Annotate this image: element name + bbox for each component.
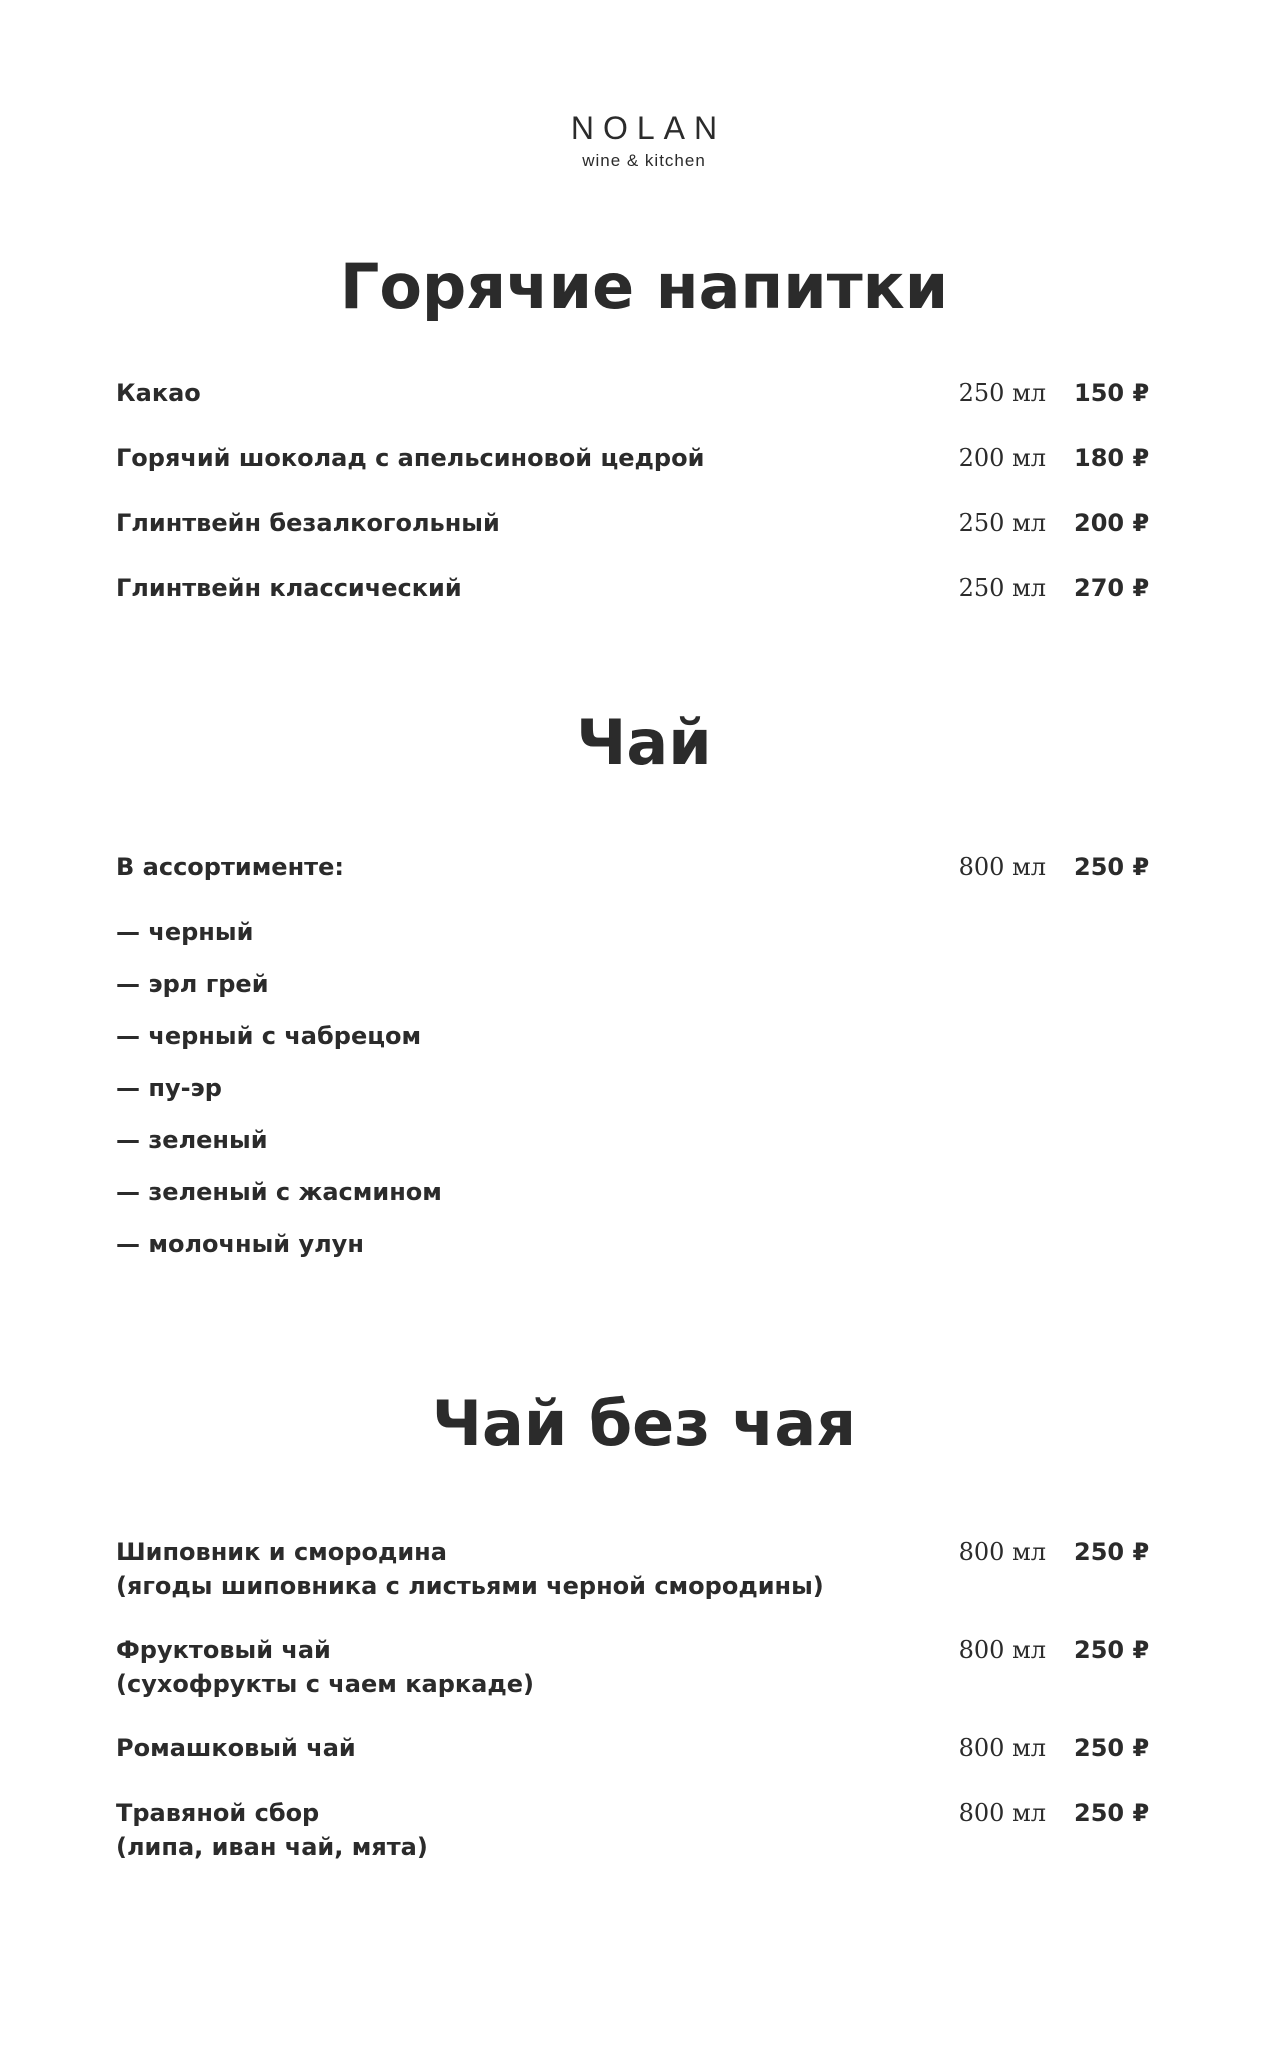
menu-item-name: Ромашковый чай (116, 1734, 356, 1762)
menu-item-name: Фруктовый чай (116, 1636, 331, 1664)
menu-item (116, 850, 1166, 884)
section-title-tea: Чай (576, 706, 712, 779)
menu-item-volume: 800 мл (958, 1538, 1046, 1566)
menu-item-name: Горячий шоколад с апельсиновой цедрой (116, 444, 705, 472)
menu-item-volume: 250 мл (958, 379, 1046, 407)
list-item: — молочный улун (116, 1230, 364, 1258)
menu-item-price: 180 ₽ (1074, 444, 1150, 472)
brand-subtitle: wine & kitchen (582, 151, 706, 170)
menu-item (116, 1535, 1166, 1603)
menu-item-volume: 800 мл (958, 853, 1046, 881)
menu-item-price: 250 ₽ (1074, 853, 1150, 881)
menu-item (116, 376, 1166, 410)
menu-item-volume: 800 мл (958, 1799, 1046, 1827)
menu-item-volume: 200 мл (958, 444, 1046, 472)
list-item: — зеленый с жасмином (116, 1178, 442, 1206)
menu-item-price: 250 ₽ (1074, 1799, 1150, 1827)
menu-item-name: Глинтвейн безалкогольный (116, 509, 500, 537)
menu-item-name: Какао (116, 379, 201, 407)
menu-item-price: 250 ₽ (1074, 1538, 1150, 1566)
menu-item-note: (сухофрукты с чаем каркаде) (116, 1670, 534, 1698)
menu-item-note: (ягоды шиповника с листьями черной смородины) (116, 1572, 824, 1600)
menu-item-name: В ассортименте: (116, 853, 344, 881)
menu-item-price: 200 ₽ (1074, 509, 1150, 537)
list-item: — зеленый (116, 1126, 268, 1154)
menu-item-volume: 800 мл (958, 1734, 1046, 1762)
menu-item (116, 1731, 1166, 1765)
menu-item (116, 506, 1166, 540)
menu-item-name: Шиповник и смородина (116, 1538, 447, 1566)
menu-item-price: 150 ₽ (1074, 379, 1150, 407)
tea-variant-list (116, 915, 916, 1279)
menu-item (116, 1633, 1166, 1701)
menu-item-volume: 250 мл (958, 574, 1046, 602)
menu-item-name: Травяной сбор (116, 1799, 320, 1827)
menu-item (116, 571, 1166, 605)
list-item: — черный с чабрецом (116, 1022, 422, 1050)
brand-name: NOLAN (570, 110, 727, 146)
menu-item (116, 1796, 1166, 1864)
menu-item-price: 270 ₽ (1074, 574, 1150, 602)
list-item: — черный (116, 918, 254, 946)
menu-item (116, 441, 1166, 475)
menu-item-price: 250 ₽ (1074, 1734, 1150, 1762)
menu-item-note: (липа, иван чай, мята) (116, 1833, 428, 1861)
menu-item-volume: 800 мл (958, 1636, 1046, 1664)
menu-item-name: Глинтвейн классический (116, 574, 462, 602)
list-item: — пу-эр (116, 1074, 222, 1102)
list-item: — эрл грей (116, 970, 269, 998)
menu-item-volume: 250 мл (958, 509, 1046, 537)
section-title-hot-drinks: Горячие напитки (339, 250, 949, 323)
menu-item-price: 250 ₽ (1074, 1636, 1150, 1664)
brand-logo (0, 112, 1288, 169)
section-title-tea-free: Чай без чая (431, 1387, 857, 1460)
